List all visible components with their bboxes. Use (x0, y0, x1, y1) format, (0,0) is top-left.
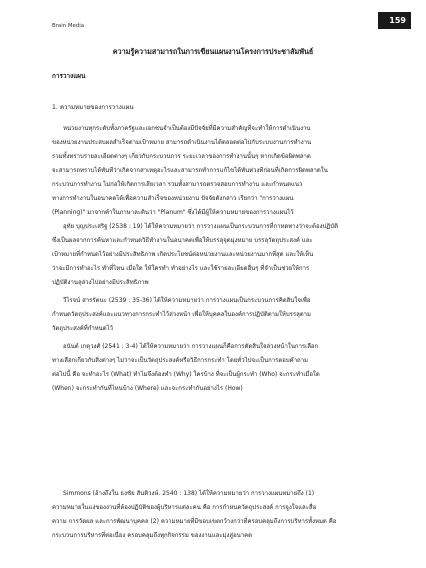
paragraph-line: ทางการทำงานในอนาคตได้เพื่อความสำเร็จของหน่วยงาน ปัจจัยดังกล่าว เรียกว่า "การวางแผน (52, 195, 294, 202)
paragraph-line: รวมทั้งทราบรายละเอียดต่างๆ เกี่ยวกับกระบวนการ ระยะเวลาของการทำงานนั้นๆ หากเกิดข้อผิดพลาด (52, 153, 311, 160)
paragraph-line: ว่าจะมีการทำอะไร ทำที่ไหน เมื่อใด ให้ใครทำ ทำอย่างไร และใช้รายละเอียดอื่นๆ ที่จำเป็นช่วยให้การ (52, 265, 310, 272)
paragraph-line: เป้าหมายที่กำหนดไว้อย่างมีประสิทธิภาพ เกิดประโยชน์ต่อหน่วยงานและหน่วยงานมากที่สุด และให้เห็น (52, 251, 314, 258)
paragraph-line: วัตถุประสงค์ที่กำหนดไว้ (52, 325, 114, 332)
paragraph-line: ซึ่งเป็นผลจากการค้นหาและกำหนดวิธีทำงานในอนาคตเพื่อให้บรรลุจุดมุ่งหมาย บรรลุวัตถุประสงค์ และ (52, 237, 313, 244)
paragraph-line: Simmons (อ้างถึงใน ธงชัย สันติวงษ์. 2540 : 138) ได้ให้ความหมายว่า การวางแผนหมายถึง (1) (63, 490, 315, 497)
paragraph-line: ปฏิบัติงานลุล่วงไปอย่างมีประสิทธิภาพ (52, 279, 149, 286)
paragraph-line: อุทัย บุญประเสริฐ (2538 : 19) ได้ให้ความหมายว่า การวางแผนเป็นกระบวนการที่กาหดทางว่าจะต้องปฏิบัติ (63, 223, 339, 230)
paragraph-line: ความ การวัดผล และการพัฒนาบุคคล (2) ความหมายที่มีขอบเขตกว้างกว่าที่ครอบคลุมถึงการบริหารทั้งหมด คือ (52, 518, 337, 525)
paragraph-line: ต่อไปนี้ คือ จะทำอะไร (What) ทำไมจึงต้องทำ (Why) ใครบ้าง ที่จะเป็นผู้กระทำ (Who) จะกระทำเมื่อใด (52, 371, 320, 378)
page-title: ความรู้ความสามารถในการเขียนแผนงานโครงการประชาสัมพันธ์ (112, 47, 314, 56)
paragraph-line: ทางเลือกเกี่ยวกับสิ่งต่างๆ ไม่ว่าจะเป็นวัตถุประสงค์หรือวิธีการกระทำ โดยทั่วไปจะเป็นการตอบคำถาม (52, 357, 309, 364)
paragraph-line: หน่วยงานทุกระดับทั้งภาครัฐและเอกชนจำเป็นต้องมีปัจจัยที่มีความสำคัญที่จะทำให้การดำเนินงาน (63, 125, 311, 132)
paragraph-line: กระบวนการบริหารที่ต่อเนื่อง ครอบคลุมถึงทุกกิจกรรม ของงานและมุ่งสู่อนาคต (52, 532, 253, 539)
paragraph-line: (When) จะกระทำกันที่ไหนบ้าง (Where) และจะกระทำกันอย่างไร (How) (52, 385, 243, 392)
publisher-label: Brain Media (52, 23, 85, 29)
paragraph-line: ของหน่วยงานประสบผลสำเร็จตามเป้าหมาย สามารถดำเนินงานได้ตลอดต่อไปกับระบบงานการทำงาน (52, 139, 312, 146)
paragraph-line: วีไรจน์ สารรัตนะ (2539 : 35-36) ได้ให้ความหมายว่า การวางแผนเป็นกระบวนการคิดสินใจเพื่อ (63, 297, 311, 304)
paragraph-line: ความหมายในแง่ของงานที่ต้องปฏิบัติของผู้บริหารแต่ละคน คือ การกำหนดวัตถุประสงค์ การจูงใจและสื่อ (52, 504, 317, 511)
paragraph-line: อนันต์ เกตุวงศ์ (2541 : 3-4) ได้ให้ความหมายว่า การวางแผนก็คือการตัดสินใจล่วงหน้าในการเลือก (63, 343, 319, 350)
paragraph-line: (Planning)" มาจากคำในภาษาละตินว่า "Planum" ซึ่งได้มีผู้ให้ความหมายของการวางแผนไว้ (52, 209, 294, 216)
paragraph-line: กำหนดวัตถุประสงค์และแนวทางการกระทำไว้ล่วงหน้า เพื่อให้บุคคลในองค์การปฏิบัติตามให้บรรลุตาม (52, 311, 312, 318)
page-number: 159 (378, 12, 411, 29)
paragraph-line: กระบวนการทำงาน ไม่ก่อให้เกิดการเสียเวลา รวมทั้งสามารถตรวจสอบการทำงาน และกำหนดแนว (52, 181, 303, 188)
subsection-heading: 1. ความหมายของการวางแผน (52, 104, 134, 111)
paragraph-line: จะสามารถทราบได้ทันทีว่าเกิดจากสาเหตุอะไรและสามารถทำการแก้ไขได้ทันท่วงทีก่อนที่เกิดการผิดพลาดใน (52, 167, 328, 174)
section-heading: การวางแผน (52, 72, 86, 80)
